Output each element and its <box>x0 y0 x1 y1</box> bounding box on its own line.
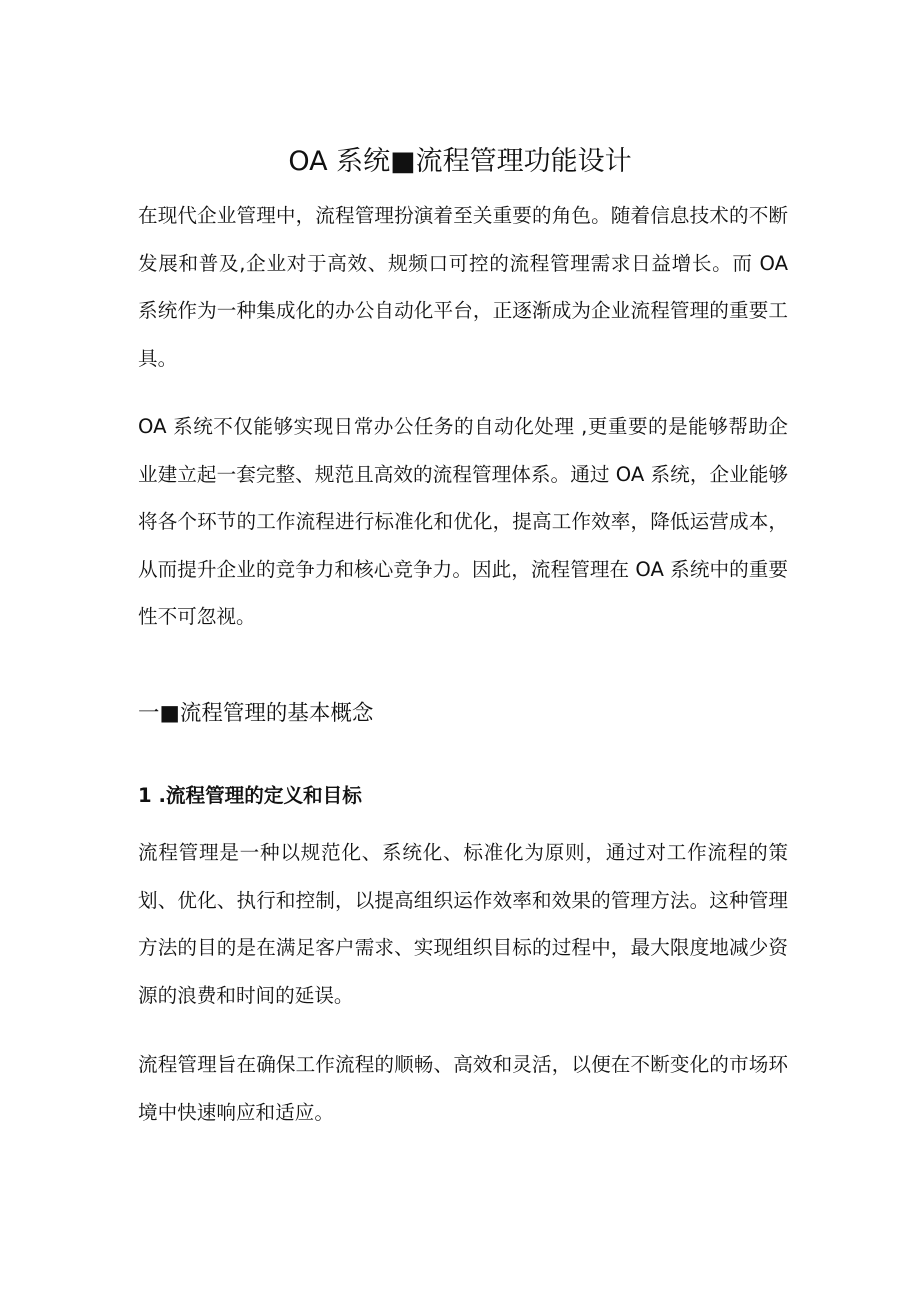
section-heading: 一■流程管理的基本概念 <box>138 701 374 726</box>
oa-importance-paragraph: OA 系统不仅能够实现日常办公任务的自动化处理 ,更重要的是能够帮助企业建立起一套完整、规范且高效的流程管理体系。通过 OA 系统，企业能够将各个环节的工作流程进行标准化和优化，提高工作效率，降低运营成本，从而提升企业的竞争力和核心竞争力。因此，流程管理在 OA 系统中的重要性不可忽视。 <box>138 415 788 628</box>
subsection-heading: 1 .流程管理的定义和目标 <box>138 784 362 807</box>
document-title: OA 系统■流程管理功能设计 <box>288 146 632 178</box>
goal-paragraph: 流程管理旨在确保工作流程的顺畅、高效和灵活，以便在不断变化的市场环境中快速响应和适应。 <box>138 1053 788 1124</box>
intro-paragraph: 在现代企业管理中，流程管理扮演着至关重要的角色。随着信息技术的不断发展和普及,企业对于高效、规频口可控的流程管理需求日益增长。而 OA 系统作为一种集成化的办公自动化平台，正逐渐成为企业流程管理的重要工具。 <box>138 204 788 370</box>
definition-paragraph: 流程管理是一种以规范化、系统化、标准化为原则，通过对工作流程的策划、优化、执行和控制，以提高组织运作效率和效果的管理方法。这种管理方法的目的是在满足客户需求、实现组织目标的过程中，最大限度地减少资源的浪费和时间的延误。 <box>138 841 788 1007</box>
